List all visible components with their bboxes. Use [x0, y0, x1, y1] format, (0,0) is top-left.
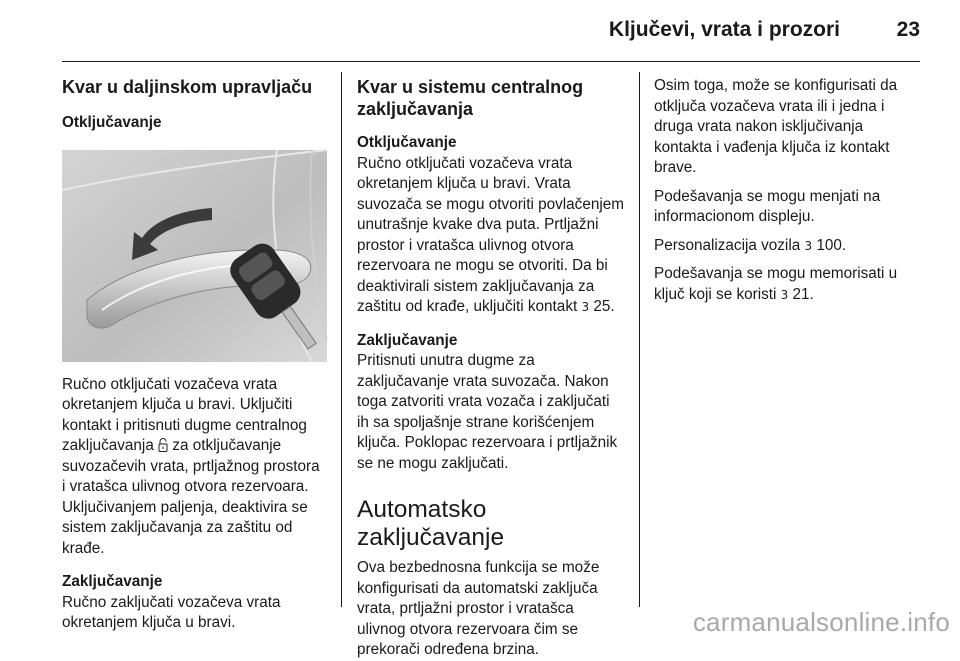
- door-handle-key-illustration: [62, 150, 327, 362]
- column-2: [357, 76, 625, 661]
- auto-lock-paragraph: Ova bezbednosna funkcija se može konfigurisati da automatski zaključa vrata, prtljažni prostor i vratašca ulivnog otvora rezervoara čim se prekorači određena brzina.: [357, 559, 600, 658]
- header-title: Ključevi, vrata i prozori: [608, 18, 840, 41]
- reference-arrow-icon: 3: [804, 238, 813, 253]
- lock-paragraph: Pritisnuti unutra dugme za zaključavanje vrata suvozača. Nakon toga zatvoriti vrata vozača i zaključati ih sa spoljašnje strane korišćenjem ključa. Poklopac rezervoara i prtljažnik se ne mogu zaključati.: [357, 352, 618, 472]
- unlock-paragraph: Ručno otključati vozačeva vrata okretanjem ključa u bravi. Vrata suvozača se mogu otvoriti povlačenjem unutrašnje kvake dva puta. Prtljažni prostor i vratašca ulivnog otvora rezervoara ne mogu se otvoriti. Da bi deaktivirali sistem zaključavanja za zaštitu od krađe, uključiti kontakt 3 25.: [357, 154, 624, 315]
- column-divider: [341, 72, 342, 607]
- watermark: carmanualsonline.info: [692, 607, 950, 637]
- subheading-unlock: Otključavanje: [62, 114, 162, 131]
- subheading-lock: Zaključavanje: [62, 573, 163, 590]
- subheading-lock: Zaključavanje: [357, 331, 458, 349]
- section-heading-auto-lock: Automatsko zaključavanje: [357, 496, 505, 551]
- unlock-paragraph: Ručno otključati vozačeva vrata okretanjem ključa u bravi. Uključiti kontakt i pritisnuti dugme centralnog zaključavanja za otključavanje suvozačevih vrata, prtljažnog prostora i vratašca ulivnog otvora rezervoara. Uključivanjem paljenja, deaktivira se sistem zaključavanja za zaštitu od krađe.: [62, 375, 320, 557]
- section-heading: Kvar u daljinskom upravljaču: [62, 77, 313, 97]
- page-header: [62, 0, 920, 62]
- lock-paragraph: Ručno zaključati vozačeva vrata okretanjem ključa u bravi.: [62, 593, 281, 631]
- section-heading: Kvar u sistemu centralnog zaključavanja: [357, 77, 584, 119]
- reference-arrow-icon: 3: [780, 287, 789, 302]
- page-number: 23: [896, 18, 920, 41]
- subheading-unlock: Otključavanje: [357, 134, 457, 151]
- padlock-open-icon: [158, 438, 168, 452]
- paragraph: Podešavanja se mogu memorisati u ključ koji se koristi 3 21.: [654, 265, 898, 303]
- paragraph: Podešavanja se mogu menjati na informacionom displeju.: [654, 187, 881, 225]
- column-3: [654, 76, 922, 305]
- paragraph: Personalizacija vozila 3 100.: [654, 236, 847, 254]
- reference-arrow-icon: 3: [581, 300, 590, 314]
- column-divider: [639, 72, 640, 607]
- paragraph: Osim toga, može se konfigurisati da otključa vozačeva vrata ili i jedna i druga vrata nakon isključivanja kontakta i vađenja ključa iz kontakt brave.: [654, 77, 898, 176]
- column-1: [62, 76, 327, 634]
